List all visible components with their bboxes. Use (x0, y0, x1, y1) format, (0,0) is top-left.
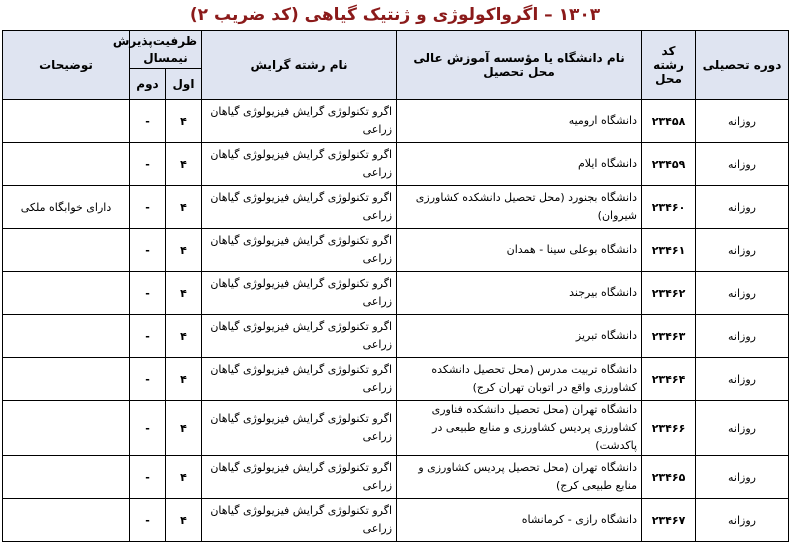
code-cell: ۲۳۴۶۲ (642, 272, 696, 315)
code-cell: ۲۳۴۶۵ (642, 456, 696, 499)
notes-cell (3, 401, 130, 456)
field-cell: اگرو تکنولوژی گرایش فیزیولوژی گیاهان زراعی (202, 229, 397, 272)
header-notes: توضیحات (3, 31, 130, 100)
university-cell: دانشگاه رازی - کرمانشاه (397, 499, 642, 542)
code-cell: ۲۳۴۶۱ (642, 229, 696, 272)
university-cell: دانشگاه بیرجند (397, 272, 642, 315)
course-cell: روزانه (696, 315, 789, 358)
course-cell: روزانه (696, 100, 789, 143)
field-cell: اگرو تکنولوژی گرایش فیزیولوژی گیاهان زراعی (202, 401, 397, 456)
code-cell: ۲۳۴۵۸ (642, 100, 696, 143)
course-cell: روزانه (696, 186, 789, 229)
course-cell: روزانه (696, 143, 789, 186)
first-semester-cell: ۴ (166, 456, 202, 499)
course-cell: روزانه (696, 272, 789, 315)
notes-cell (3, 100, 130, 143)
notes-cell: دارای خوابگاه ملکی (3, 186, 130, 229)
notes-cell (3, 499, 130, 542)
table-row (3, 499, 789, 542)
table-row (3, 143, 789, 186)
header-course: دوره تحصیلی (696, 31, 789, 100)
university-cell: دانشگاه بجنورد (محل تحصیل دانشکده کشاورزی شیروان) (397, 186, 642, 229)
first-semester-cell: ۴ (166, 499, 202, 542)
first-semester-cell: ۴ (166, 100, 202, 143)
second-semester-cell: - (130, 229, 166, 272)
field-cell: اگرو تکنولوژی گرایش فیزیولوژی گیاهان زراعی (202, 186, 397, 229)
field-cell: اگرو تکنولوژی گرایش فیزیولوژی گیاهان زراعی (202, 143, 397, 186)
course-cell: روزانه (696, 229, 789, 272)
code-cell: ۲۳۴۶۶ (642, 401, 696, 456)
first-semester-cell: ۴ (166, 358, 202, 401)
second-semester-cell: - (130, 499, 166, 542)
second-semester-cell: - (130, 315, 166, 358)
page-title: ۱۳۰۳ – اگرواکولوژی و ژنتیک گیاهی (کد ضریب ۲) (189, 5, 601, 25)
university-cell: دانشگاه تهران (محل تحصیل پردیس کشاورزی و منابع طبیعی کرج) (397, 456, 642, 499)
second-semester-cell: - (130, 143, 166, 186)
notes-cell (3, 358, 130, 401)
code-cell: ۲۳۴۶۷ (642, 499, 696, 542)
table-row (3, 401, 789, 456)
header-second-semester: دوم (130, 69, 166, 100)
second-semester-cell: - (130, 186, 166, 229)
code-cell: ۲۳۴۶۰ (642, 186, 696, 229)
table-row (3, 456, 789, 499)
first-semester-cell: ۴ (166, 186, 202, 229)
university-cell: دانشگاه بوعلی سینا - همدان (397, 229, 642, 272)
code-cell: ۲۳۴۶۴ (642, 358, 696, 401)
first-semester-cell: ۴ (166, 272, 202, 315)
table-row (3, 358, 789, 401)
first-semester-cell: ۴ (166, 143, 202, 186)
table-row (3, 272, 789, 315)
course-cell: روزانه (696, 499, 789, 542)
notes-cell (3, 272, 130, 315)
course-cell: روزانه (696, 358, 789, 401)
admissions-table (2, 30, 789, 542)
second-semester-cell: - (130, 272, 166, 315)
field-cell: اگرو تکنولوژی گرایش فیزیولوژی گیاهان زراعی (202, 315, 397, 358)
university-cell: دانشگاه ارومیه (397, 100, 642, 143)
second-semester-cell: - (130, 456, 166, 499)
second-semester-cell: - (130, 358, 166, 401)
table-row (3, 186, 789, 229)
course-cell: روزانه (696, 401, 789, 456)
notes-cell (3, 143, 130, 186)
table-row (3, 100, 789, 143)
field-cell: اگرو تکنولوژی گرایش فیزیولوژی گیاهان زراعی (202, 358, 397, 401)
notes-cell (3, 229, 130, 272)
field-cell: اگرو تکنولوژی گرایش فیزیولوژی گیاهان زراعی (202, 499, 397, 542)
code-cell: ۲۳۴۶۳ (642, 315, 696, 358)
table-row (3, 315, 789, 358)
header-field: نام رشته گرایش (202, 31, 397, 100)
notes-cell (3, 456, 130, 499)
first-semester-cell: ۴ (166, 229, 202, 272)
field-cell: اگرو تکنولوژی گرایش فیزیولوژی گیاهان زراعی (202, 456, 397, 499)
header-university: نام دانشگاه یا مؤسسه آموزش عالی محل تحصیل (397, 31, 642, 100)
first-semester-cell: ۴ (166, 315, 202, 358)
second-semester-cell: - (130, 100, 166, 143)
field-cell: اگرو تکنولوژی گرایش فیزیولوژی گیاهان زراعی (202, 272, 397, 315)
code-cell: ۲۳۴۵۹ (642, 143, 696, 186)
university-cell: دانشگاه ایلام (397, 143, 642, 186)
header-first-semester: اول (166, 69, 202, 100)
course-cell: روزانه (696, 456, 789, 499)
university-cell: دانشگاه تبریز (397, 315, 642, 358)
table-row (3, 229, 789, 272)
notes-cell (3, 315, 130, 358)
field-cell: اگرو تکنولوژی گرایش فیزیولوژی گیاهان زراعی (202, 100, 397, 143)
university-cell: دانشگاه تهران (محل تحصیل دانشکده فناوری کشاورزی پردیس کشاورزی و منابع طبیعی در پاکدشت) (397, 401, 642, 456)
header-code: کد رشته محل (642, 31, 696, 100)
header-capacity: ظرفیت‌پذیرش نیمسال (130, 31, 202, 69)
university-cell: دانشگاه تربیت مدرس (محل تحصیل دانشکده کشاورزی واقع در اتوبان تهران کرج) (397, 358, 642, 401)
second-semester-cell: - (130, 401, 166, 456)
first-semester-cell: ۴ (166, 401, 202, 456)
